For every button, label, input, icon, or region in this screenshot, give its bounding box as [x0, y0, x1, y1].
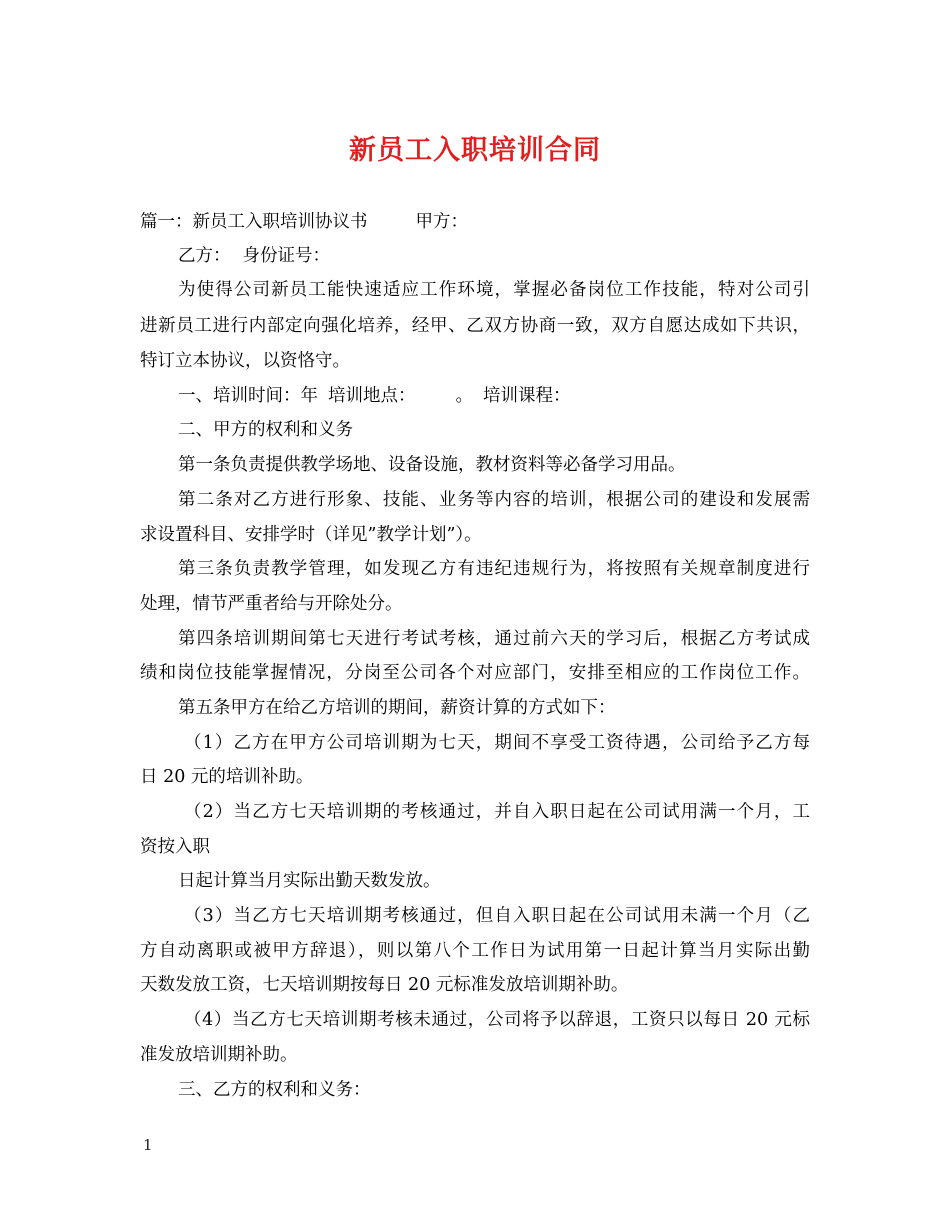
text-line: （2）当乙方七天培训期的考核通过，并自入职日起在公司试用满一个月，工 — [184, 802, 810, 822]
text-line: 第五条甲方在给乙方培训的期间，薪资计算的方式如下： — [178, 698, 616, 718]
text-line: 日 20 元的培训补助。 — [140, 767, 314, 787]
text-line: （1）乙方在甲方公司培训期为七天，期间不享受工资待遇，公司给予乙方每 — [184, 733, 810, 753]
text-line: 特订立本协议，以资恪守。 — [140, 351, 350, 371]
training-location-label: 培训地点： — [328, 386, 416, 406]
party-b-label: 乙方： — [178, 246, 231, 266]
text-line: 方自动离职或被甲方辞退），则以第八个工作日为试用第一日起计算当月实际出勤 — [140, 941, 810, 961]
id-number-label: 身份证号： — [242, 246, 330, 266]
text-line — [178, 244, 330, 268]
text-line: 第四条培训期间第七天进行考试考核，通过前六天的学习后，根据乙方考试成 — [178, 629, 810, 649]
party-a-label: 甲方： — [415, 212, 468, 232]
text-line: 进新员工进行内部定向强化培养，经甲、乙双方协商一致，双方自愿达成如下共识， — [140, 316, 810, 336]
section-heading: 二、甲方的权利和义务 — [178, 420, 353, 440]
text-line: 第二条对乙方进行形象、技能、业务等内容的培训，根据公司的建设和发展需 — [178, 490, 810, 510]
period-mark: 。 — [455, 386, 473, 406]
text-line: 第一条负责提供教学场地、设备设施，教材资料等必备学习用品。 — [178, 455, 686, 475]
text-line — [178, 384, 571, 408]
section-heading: 三、乙方的权利和义务： — [178, 1080, 371, 1100]
text-line: 绩和岗位技能掌握情况，分岗至公司各个对应部门，安排至相应的工作岗位工作。 — [140, 663, 810, 683]
text-line: 日起计算当月实际出勤天数发放。 — [178, 871, 441, 891]
text-line — [140, 210, 468, 234]
text-line: 准发放培训期补助。 — [140, 1045, 298, 1065]
section-heading: 篇一：新员工入职培训协议书 — [140, 212, 368, 232]
training-course-label: 培训课程： — [483, 386, 571, 406]
text-line: 第三条负责教学管理，如发现乙方有违纪违规行为，将按照有关规章制度进行 — [178, 559, 810, 579]
text-line: 处理，情节严重者给与开除处分。 — [140, 594, 403, 614]
document-title: 新员工入职培训合同 — [349, 135, 601, 166]
text-line: 求设置科目、安排学时（详见”教学计划”）。 — [140, 525, 482, 545]
text-line: （4）当乙方七天培训期考核未通过，公司将予以辞退，工资只以每日 20 元标 — [184, 1010, 810, 1030]
text-line: （3）当乙方七天培训期考核通过，但自入职日起在公司试用未满一个月（乙 — [184, 906, 810, 926]
text-line: 资按入职 — [140, 837, 210, 857]
page-number: 1 — [143, 1136, 153, 1154]
text-line: 天数发放工资，七天培训期按每日 20 元标准发放培训期补助。 — [140, 975, 629, 995]
text-line: 为使得公司新员工能快速适应工作环境，掌握必备岗位工作技能，特对公司引 — [178, 280, 810, 300]
training-time-label: 一、培训时间：年 — [178, 386, 318, 406]
